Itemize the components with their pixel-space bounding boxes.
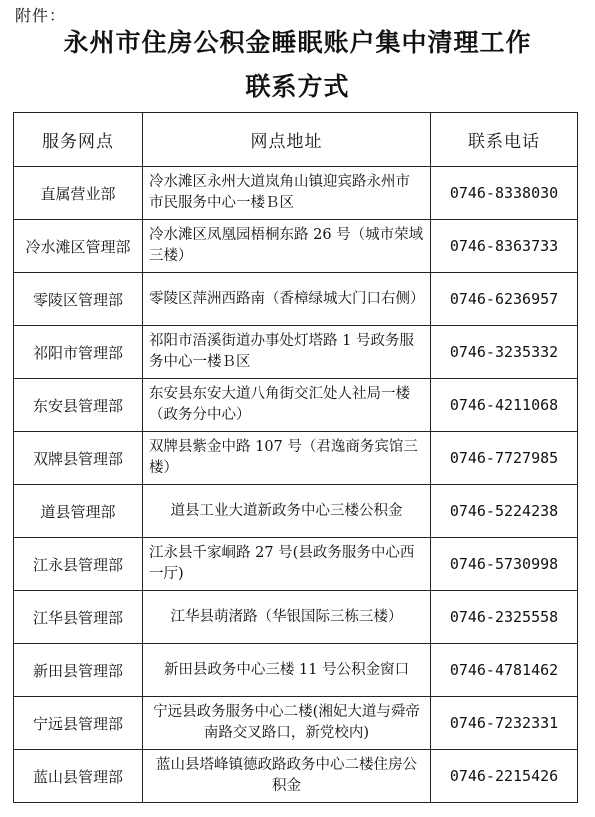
service-point-address: 道县工业大道新政务中心三楼公积金 [143,485,431,538]
service-point-phone: 0746-7727985 [431,432,578,485]
service-point-phone: 0746-8363733 [431,220,578,273]
service-point-address: 新田县政务中心三楼 11 号公积金窗口 [143,644,431,697]
service-point-name: 冷水滩区管理部 [14,220,143,273]
table-row [14,379,578,432]
table-row [14,273,578,326]
table-header-row [14,113,578,167]
service-point-name: 江华县管理部 [14,591,143,644]
table-row [14,485,578,538]
service-point-address: 冷水滩区永州大道岚角山镇迎宾路永州市市民服务中心一楼Ｂ区 [143,167,431,220]
service-point-name: 道县管理部 [14,485,143,538]
service-point-name: 直属营业部 [14,167,143,220]
service-point-address: 蓝山县塔峰镇德政路政务中心二楼住房公积金 [143,750,431,803]
table-row [14,750,578,803]
service-point-name: 新田县管理部 [14,644,143,697]
service-point-name: 零陵区管理部 [14,273,143,326]
contact-table [13,112,578,803]
service-point-phone: 0746-5730998 [431,538,578,591]
service-point-name: 东安县管理部 [14,379,143,432]
table-row [14,591,578,644]
service-point-address: 江永县千家峒路 27 号(县政务服务中心西一厅) [143,538,431,591]
service-point-phone: 0746-2215426 [431,750,578,803]
attachment-label: 附件： [15,6,67,25]
service-point-name: 祁阳市管理部 [14,326,143,379]
service-point-phone: 0746-6236957 [431,273,578,326]
service-point-address: 零陵区萍洲西路南（香樟绿城大门口右侧） [143,273,431,326]
document-title-line1: 永州市住房公积金睡眠账户集中清理工作 [63,28,532,57]
service-point-address: 东安县东安大道八角街交汇处人社局一楼（政务分中心） [143,379,431,432]
table-row [14,538,578,591]
service-point-phone: 0746-4211068 [431,379,578,432]
column-header-phone: 联系电话 [431,113,578,167]
service-point-address: 冷水滩区凤凰园梧桐东路 26 号（城市荣域三楼） [143,220,431,273]
service-point-name: 蓝山县管理部 [14,750,143,803]
service-point-phone: 0746-8338030 [431,167,578,220]
table-row [14,644,578,697]
service-point-name: 双牌县管理部 [14,432,143,485]
column-header-service-point: 服务网点 [14,113,143,167]
service-point-phone: 0746-3235332 [431,326,578,379]
service-point-address: 宁远县政务服务中心二楼(湘妃大道与舜帝南路交叉路口，新党校内) [143,697,431,750]
service-point-phone: 0746-4781462 [431,644,578,697]
table-row [14,167,578,220]
service-point-name: 江永县管理部 [14,538,143,591]
table-row [14,326,578,379]
service-point-phone: 0746-5224238 [431,485,578,538]
service-point-address: 双牌县紫金中路 107 号（君逸商务宾馆三楼） [143,432,431,485]
table-row [14,220,578,273]
service-point-phone: 0746-7232331 [431,697,578,750]
table-row [14,432,578,485]
service-point-address: 祁阳市浯溪街道办事处灯塔路 1 号政务服务中心一楼Ｂ区 [143,326,431,379]
service-point-address: 江华县萌渚路（华银国际三栋三楼） [143,591,431,644]
column-header-address: 网点地址 [143,113,431,167]
table-row [14,697,578,750]
service-point-phone: 0746-2325558 [431,591,578,644]
service-point-name: 宁远县管理部 [14,697,143,750]
document-title-line2: 联系方式 [245,72,350,101]
